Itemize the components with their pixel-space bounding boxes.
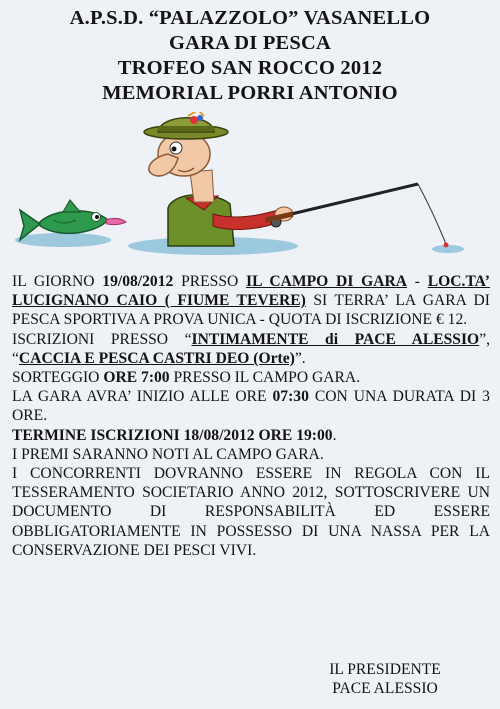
paragraph-draw — [12, 368, 490, 387]
trophy-name: TROFEO SAN ROCCO 2012 — [117, 57, 383, 79]
text-segment: CON UNA DURATA DI 3 ORE. — [12, 388, 490, 425]
text-segment: - — [407, 273, 428, 290]
text-segment: PRESSO IL CAMPO GARA. — [169, 369, 361, 387]
text-segment: ISCRIZIONI PRESSO “ — [12, 330, 192, 348]
signature-name: PACE ALESSIO — [332, 680, 438, 697]
text-segment: PRESSO — [173, 273, 247, 290]
event-location: LOC.TA’ LUCIGNANO CAIO ( FIUME TEVERE) — [12, 273, 490, 310]
poster-header — [0, 6, 500, 106]
text-segment: . — [332, 426, 337, 444]
text-segment: ”, “ — [12, 330, 491, 367]
signature-block — [300, 660, 470, 698]
fish-icon — [20, 200, 126, 240]
paragraph-registration-deadline — [12, 426, 490, 445]
signature-role: IL PRESIDENTE — [329, 661, 441, 678]
text-segment: LA GARA AVRA’ INIZIO ALLE ORE — [12, 388, 273, 406]
paragraph-start-time — [12, 387, 490, 425]
paragraph-registration — [12, 330, 490, 368]
fishing-line — [418, 184, 446, 244]
announcement-body — [12, 272, 490, 560]
registration-shop-1: INTIMAMENTE di PACE ALESSIO — [191, 330, 480, 348]
water-ripple-fish — [15, 233, 111, 247]
paragraph-event-date-place — [12, 272, 490, 330]
text-segment: SORTEGGIO — [12, 369, 104, 387]
float-icon — [444, 243, 449, 248]
start-time: 07:30 — [272, 388, 309, 406]
fisherman-illustration — [8, 112, 488, 260]
fisherman-icon — [144, 112, 293, 246]
event-date: 19/08/2012 — [102, 273, 174, 290]
registration-deadline: TERMINE ISCRIZIONI 18/08/2012 ORE 19:00 — [12, 426, 333, 444]
paragraph-prizes: I PREMI SARANNO NOTI AL CAMPO GARA. — [12, 445, 324, 463]
text-segment: ”. — [294, 349, 306, 367]
draw-time: ORE 7:00 — [103, 369, 170, 387]
club-name: A.P.S.D. “PALAZZOLO” VASANELLO — [69, 7, 431, 29]
registration-shop-2: CACCIA E PESCA CASTRI DEO (Orte) — [18, 349, 295, 367]
event-place: IL CAMPO DI GARA — [246, 273, 408, 290]
text-segment: SI TERRA’ LA GARA DI PESCA SPORTIVA A PROVA UNICA - QUOTA DI ISCRIZIONE € 12. — [12, 292, 490, 329]
text-segment: IL GIORNO — [12, 273, 103, 290]
paragraph-requirements: I CONCORRENTI DOVRANNO ESSERE IN REGOLA CON IL TESSERAMENTO SOCIETARIO ANNO 2012, SOTTOSCRIVERE UN DOCUMENTO DI RESPONSABILITÀ ED ESSERE OBBLIGATORIAMENTE IN POSSESSO DI UNA NASSA PER LA CONSERVAZIONE DEI PESCI VIVI. — [12, 465, 490, 559]
memorial-name: MEMORIAL PORRI ANTONIO — [102, 82, 398, 104]
event-name: GARA DI PESCA — [168, 32, 332, 54]
